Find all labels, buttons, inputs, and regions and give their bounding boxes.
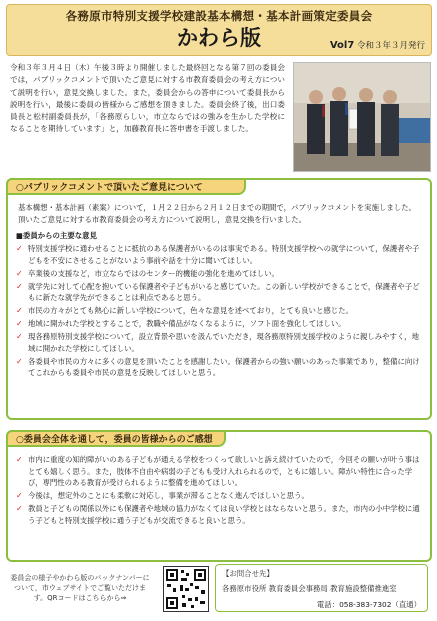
website-note: 委員会の様子やかわら版のバックナンバーについて，市ウェブサイトでご覧いただけます。QRコードはこちらから⇒ — [10, 574, 150, 602]
checkmark-icon: ✓ — [16, 455, 23, 464]
impressions-list — [16, 454, 422, 528]
photo-illustration — [294, 63, 430, 171]
contact-organization: 各務原市役所 教育委員会事務局 教育施設整備推進室 — [222, 584, 397, 593]
impressions-section — [6, 430, 432, 562]
impressions-title: ○委員会全体を通して，委員の皆様からのご感想 — [6, 430, 226, 447]
list-item: ✓ 市民の方々がとても熱心に新しい学校について，色々な意見を述べており，とても良いと感じた。 — [16, 306, 353, 315]
checkmark-icon: ✓ — [16, 504, 23, 513]
volume-number: Vol7 — [329, 40, 355, 51]
meeting-photo — [293, 62, 431, 172]
newsletter-header — [6, 4, 432, 56]
list-item: ✓ 教員と子どもの関係以外にも保護者や地域の協力がなくては良い学校とはならないと思う。また，市内の小中学校に通う子どもと特別支援学校に通う子どもが交流できると良いと思う。 — [16, 504, 420, 525]
checkmark-icon: ✓ — [16, 268, 23, 278]
opinion-list — [16, 243, 422, 380]
intro-text: 令和３年３月４日（木）午後３時より開催しました最終回となる第７回の委員会では，パブリックコメントで頂いたご意見に対する市教育委員会の考え方について説明を行い，意見交換しました。また，委員会からの答申について委員長から説明を行い，最後に委員の皆様からご感想を頂きました。委員会終了後，出口委員長と松村副委員長が，「各務原らしい，市立ならではの強みを生かした学校になることを期待しています」と，加藤教育長に答申書を手渡しました。 — [10, 63, 285, 134]
list-item: ✓ 今後は，想定外のことにも柔軟に対応し，事業が滞ることなく進んでほしいと思う。 — [16, 491, 309, 500]
qr-code-icon — [164, 567, 208, 611]
checkmark-icon: ✓ — [16, 319, 23, 328]
key-opinions-heading: ■委員からの主要な意見 — [16, 231, 97, 240]
checkmark-icon: ✓ — [16, 356, 23, 366]
checkmark-icon: ✓ — [16, 491, 23, 500]
list-item: ✓ 市内に重度の知的障がいのある子どもが通える学校をつくって欲しいと訴え続けていたので，今回その願いが叶う事はとても嬉しく思う。また，肢体不自由や病弱の子どもも受け入れられるので，ともに嬉しい。障がい特性に合った学び，専門性のある教育が受けられるように整備を進めてほしい。 — [16, 455, 420, 487]
list-item: ✓ 特別支援学校に通わせることに抵抗のある保護者がいるのは事実である。特別支援学校への就学について，保護者や子どもを不安にさせることがないよう事前や話を十分に聞いてほしい。 — [16, 244, 420, 265]
public-comment-intro: 基本構想・基本計画（素案）について，１月２２日から２月１２日までの期間で，パブリックコメントを実施しました。頂いたご意見に対する市教育委員会の考え方について説明し，意見交換を行いました。 — [18, 203, 416, 224]
issue-date: 令和３年３月発行 — [356, 41, 425, 51]
checkmark-icon: ✓ — [16, 306, 23, 315]
list-item: ✓ 各委員や市民の方々に多くの意見を頂いたことを感謝したい。保護者からの強い願いのあった事業であり，整備に向けてこれからも委員や市民の意見を反映してほしいと思う。 — [16, 356, 420, 377]
qr-code[interactable] — [163, 566, 209, 612]
public-comment-section — [6, 178, 432, 420]
checkmark-icon: ✓ — [16, 332, 23, 341]
list-item: ✓ 卒業後の支援など，市立ならではのセンター的機能の強化を進めてほしい。 — [16, 268, 279, 278]
list-item: ✓ 地域に開かれた学校とすることで，教職や備品がなくなるように，ソフト面を強化してほしい。 — [16, 319, 346, 328]
committee-title: 各務原市特別支援学校建設基本構想・基本計画策定委員会 — [65, 9, 373, 23]
public-comment-title: ○パブリックコメントで頂いたご意見について — [6, 178, 246, 195]
contact-heading: 【お問合せ先】 — [222, 569, 274, 578]
contact-phone: 電話：058-383-7302（直通） — [316, 600, 421, 609]
list-item: ✓ 就学先に対して心配を抱いている保護者や子どもがいると感じていた。この新しい学校ができることで，保護者や子どもに新たな就学先ができることは利点であると思う。 — [16, 281, 420, 302]
list-item: ✓ 現各務原特別支援学校について，設立背景や思いを汲んでいただき，現各務原特別支援学校のように親しみやすく，地域に開かれた学校にしてほしい。 — [16, 332, 419, 353]
checkmark-icon: ✓ — [16, 281, 23, 291]
contact-box — [215, 564, 428, 612]
newsletter-name: かわら版 — [177, 26, 261, 50]
checkmark-icon: ✓ — [16, 244, 23, 253]
issue-info — [330, 39, 425, 51]
